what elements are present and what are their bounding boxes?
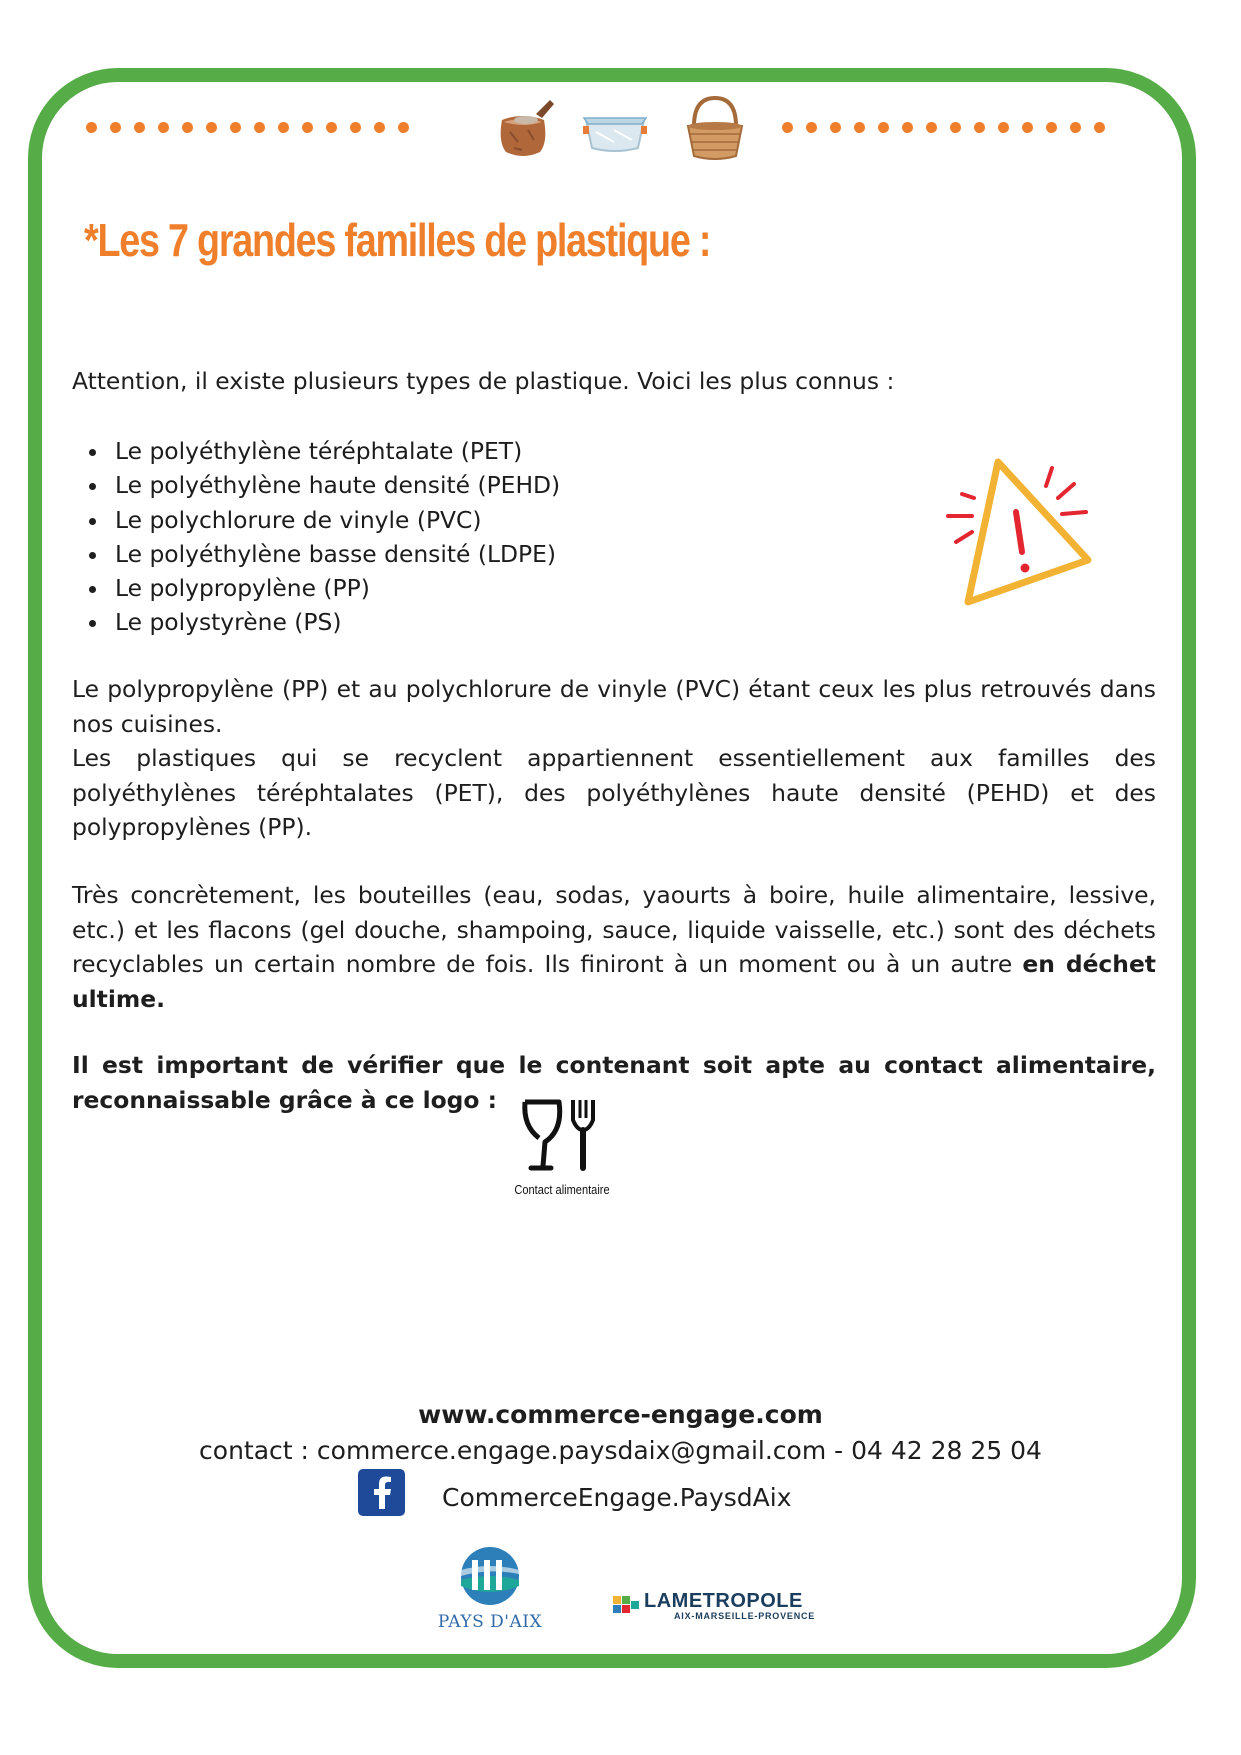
list-item: Le polyéthylène basse densité (LDPE) — [72, 537, 560, 571]
intro-text: Attention, il existe plusieurs types de plastique. Voici les plus connus : — [72, 367, 895, 395]
facebook-icon[interactable] — [358, 1469, 405, 1516]
metropole-logo — [612, 1591, 815, 1621]
metropole-emblem-icon — [612, 1592, 640, 1620]
website-link[interactable]: www.commerce-engage.com — [418, 1400, 823, 1429]
food-container-icon — [580, 108, 650, 158]
list-item: Le polyéthylène téréphtalate (PET) — [72, 434, 560, 468]
page-title: *Les 7 grandes familles de plastique : — [84, 214, 711, 266]
list-item: Le polystyrène (PS) — [72, 605, 560, 639]
food-contact-logo — [506, 1096, 618, 1197]
kitchen-text: Le polypropylène (PP) et au polychlorure de vinyle (PVC) étant ceux les plus retrouvés dans nos cuisines. — [72, 675, 1156, 738]
metropole-name: LAMETROPOLE — [644, 1590, 803, 1612]
important-text: Il est important de vérifier que le contenant soit apte au contact alimentaire, reconnaissable grâce à ce logo : — [72, 1051, 1156, 1114]
concrete-paragraph — [72, 878, 1156, 1016]
warning-icon — [938, 452, 1098, 612]
cpie-label: PAYS D'AIX — [437, 1612, 543, 1632]
intro-paragraph — [72, 364, 1156, 399]
food-logo-caption: Contact alimentaire — [514, 1182, 610, 1197]
list-item: Le polychlorure de vinyle (PVC) — [72, 503, 560, 537]
recycling-paragraphs — [72, 672, 1156, 845]
basket-icon — [680, 92, 750, 164]
contact-line[interactable]: contact : commerce.engage.paysdaix@gmail.com - 04 42 28 25 04 — [199, 1436, 1042, 1465]
recycle-text: Les plastiques qui se recyclent appartiennent essentiellement aux familles des polyéthylènes téréphtalates (PET), des polyéthylènes haute densité (PEHD) et des polypropylènes (PP). — [72, 744, 1156, 841]
sack-icon — [488, 92, 558, 162]
metropole-subtitle: AIX-MARSEILLE-PROVENCE — [674, 1611, 816, 1621]
cpie-emblem-icon — [457, 1546, 523, 1606]
dot-row-right — [782, 122, 1105, 136]
facebook-page-name[interactable]: CommerceEngage.PaysdAix — [442, 1483, 792, 1512]
concrete-text: Très concrètement, les bouteilles (eau, sodas, yaourts à boire, huile alimentaire, lessive, etc.) et les flacons (gel douche, shampoing, sauce, liquide vaisselle, etc.) sont des déchets recyclables un certain nombre de fois. Ils finiront à un moment ou à un autre — [72, 881, 1156, 978]
cpie-logo — [430, 1546, 550, 1632]
list-item: Le polyéthylène haute densité (PEHD) — [72, 468, 560, 502]
glass-fork-icon — [519, 1096, 605, 1176]
dot-row-left — [86, 122, 409, 136]
list-item: Le polypropylène (PP) — [72, 571, 560, 605]
concrete-bold-text: en déchet ultime. — [72, 950, 1156, 1013]
plastic-list — [72, 434, 560, 640]
